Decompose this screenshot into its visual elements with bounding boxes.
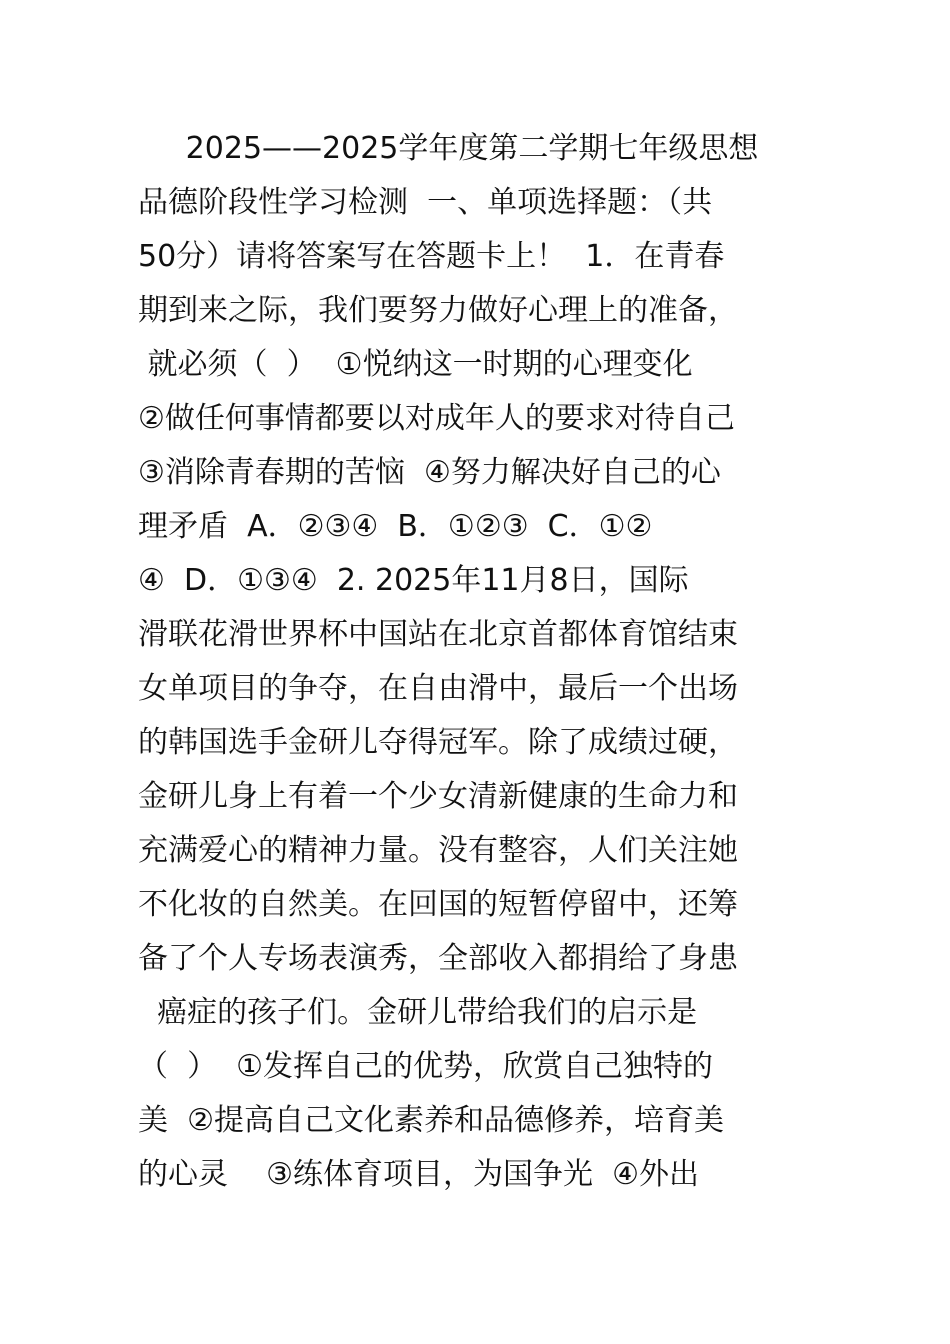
text-line: ②做任何事情都要以对成年人的要求对待自己 [138,401,735,436]
text-line: 的韩国选手金研儿夺得冠军。除了成绩过硬， [138,725,738,760]
text-line: 品德阶段性学习检测 一、单项选择题：（共 [138,185,713,220]
text-line: ③消除青春期的苦恼 ④努力解决好自己的心 [138,455,721,490]
text-line: 滑联花滑世界杯中国站在北京首都体育馆结束 [138,617,738,652]
exam-text-block [138,122,818,1202]
text-line: 理矛盾 A．②③④ B．①②③ C．①② [138,509,653,544]
text-line: 的心灵 ③练体育项目，为国争光 ④外出 [138,1157,700,1192]
text-line: 不化妆的自然美。在回国的短暂停留中，还筹 [138,887,738,922]
text-line: 就必须（ ） ①悦纳这一时期的心理变化 [138,347,693,382]
text-line: 充满爱心的精神力量。没有整容，人们关注她 [138,833,738,868]
text-line: 美 ②提高自己文化素养和品德修养，培育美 [138,1103,724,1138]
text-line: 2025——2025学年度第二学期七年级思想 [138,131,759,166]
text-line: 女单项目的争夺，在自由滑中，最后一个出场 [138,671,738,706]
text-line: 50分）请将答案写在答题卡上！ 1．在青春 [138,239,725,274]
text-line: 癌症的孩子们。金研儿带给我们的启示是 [138,995,698,1030]
text-line: 金研儿身上有着一个少女清新健康的生命力和 [138,779,738,814]
text-line: 期到来之际，我们要努力做好心理上的准备， [138,293,738,328]
text-line: ④ D．①③④ 2. 2025年11月8日，国际 [138,563,689,598]
text-line: 备了个人专场表演秀，全部收入都捐给了身患 [138,941,738,976]
text-line: （ ） ①发挥自己的优势，欣赏自己独特的 [138,1049,714,1084]
